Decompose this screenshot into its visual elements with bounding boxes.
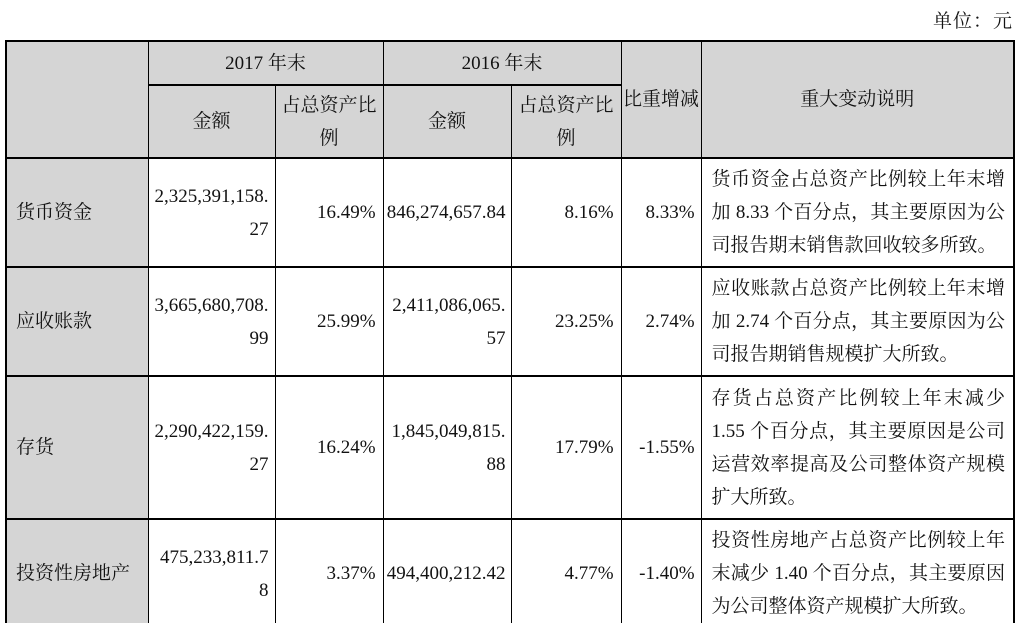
amount-2016-cell: 1,845,049,815.88 [383,376,511,519]
header-amount-2017: 金额 [148,85,275,158]
header-amount-2016: 金额 [383,85,511,158]
change-cell: 8.33% [621,158,701,267]
amount-2017-cell: 475,233,811.78 [148,519,275,623]
explanation-cell: 应收账款占总资产比例较上年末增加 2.74 个百分点，其主要原因为公司报告期销售规模扩大所致。 [701,267,1014,376]
amount-2016-cell: 494,400,212.42 [383,519,511,623]
explanation-cell: 货币资金占总资产比例较上年末增加 8.33 个百分点，其主要原因为公司报告期末销售款回收较多所致。 [701,158,1014,267]
amount-2016-cell: 846,274,657.84 [383,158,511,267]
header-change: 比重增减 [621,41,701,158]
ratio-2017-cell: 16.24% [275,376,383,519]
row-label: 货币资金 [6,158,148,267]
unit-label: 单位：元 [932,11,1013,32]
table-row [6,519,1014,623]
ratio-2016-cell: 17.79% [511,376,621,519]
amount-2017-cell: 2,325,391,158.27 [148,158,275,267]
ratio-2016-cell: 4.77% [511,519,621,623]
header-ratio-2016: 占总资产比例 [511,85,621,158]
ratio-2016-cell: 8.16% [511,158,621,267]
explanation-cell: 投资性房地产占总资产比例较上年末减少 1.40 个百分点，其主要原因为公司整体资产规模扩大所致。 [701,519,1014,623]
header-item-blank [6,41,148,158]
ratio-2016-cell: 23.25% [511,267,621,376]
header-explanation: 重大变动说明 [701,41,1014,158]
table-row [6,267,1014,376]
asset-composition-table [5,40,1015,623]
amount-2017-cell: 2,290,422,159.27 [148,376,275,519]
change-cell: -1.55% [621,376,701,519]
header-year-2017: 2017 年末 [148,41,383,85]
ratio-2017-cell: 3.37% [275,519,383,623]
ratio-2017-cell: 16.49% [275,158,383,267]
row-label: 投资性房地产 [6,519,148,623]
header-year-2016: 2016 年末 [383,41,621,85]
amount-2017-cell: 3,665,680,708.99 [148,267,275,376]
ratio-2017-cell: 25.99% [275,267,383,376]
amount-2016-cell: 2,411,086,065.57 [383,267,511,376]
change-cell: -1.40% [621,519,701,623]
header-ratio-2017: 占总资产比例 [275,85,383,158]
change-cell: 2.74% [621,267,701,376]
explanation-cell: 存货占总资产比例较上年末减少 1.55 个百分点，其主要原因是公司运营效率提高及公司整体资产规模扩大所致。 [701,376,1014,519]
table-row [6,376,1014,519]
row-label: 应收账款 [6,267,148,376]
row-label: 存货 [6,376,148,519]
table-row [6,158,1014,267]
header-row-years [6,41,1014,85]
